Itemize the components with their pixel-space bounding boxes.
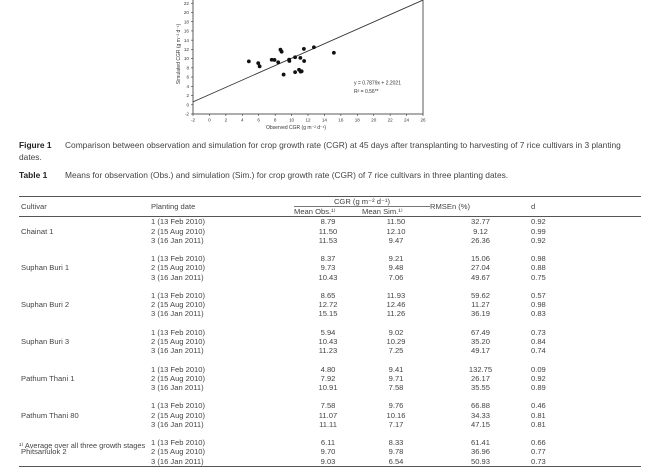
cell-d: 0.92 — [531, 373, 546, 383]
table-header-row-1 — [19, 197, 641, 207]
group-spacer — [19, 245, 641, 254]
y-tick-label: 18 — [183, 19, 189, 25]
x-tick-label: 6 — [257, 117, 260, 123]
cell-d: 0.73 — [531, 327, 546, 337]
cell-planting-date: 3 (16 Jan 2011) — [151, 235, 204, 245]
x-tick-label: 20 — [371, 117, 377, 123]
cell-rmsen: 61.41 — [470, 438, 490, 448]
cell-planting-date: 2 (15 Aug 2010) — [151, 263, 206, 273]
cell-planting-date: 2 (15 Aug 2010) — [151, 373, 206, 383]
data-point — [302, 59, 306, 63]
cell-d: 0.81 — [531, 419, 546, 429]
cell-planting-date: 3 (16 Jan 2011) — [151, 272, 204, 282]
cell-mean-sim: 12.10 — [386, 226, 406, 236]
cell-rmsen: 35.20 — [470, 337, 490, 346]
x-tick-label: 2 — [224, 117, 228, 123]
table-footnote: ¹⁾ Average over all three growth stages — [19, 441, 146, 450]
group-spacer — [19, 392, 641, 401]
data-point — [287, 58, 291, 62]
cell-d: 0.57 — [531, 291, 546, 300]
x-tick-label: 10 — [289, 117, 295, 123]
figure-caption-text: Comparison between observation and simulation for crop growth rate (CGR) at 45 days after transplanting to harvesting of 7 rice cultivars in 3 planting dates. — [19, 140, 621, 162]
cell-mean-obs: 11.07 — [318, 410, 338, 420]
cell-planting-date: 2 (15 Aug 2010) — [151, 337, 206, 346]
y-tick-label: 4 — [186, 83, 189, 89]
cell-rmsen: 26.36 — [470, 235, 490, 245]
cell-cultivar — [19, 254, 151, 263]
cell-d: 0.92 — [531, 217, 546, 227]
table-row — [19, 383, 641, 392]
header-planting-date: Planting date — [151, 197, 294, 217]
header-rmsen: RMSEn (%) — [430, 197, 531, 217]
cell-cultivar — [19, 291, 151, 300]
cell-planting-date: 1 (13 Feb 2010) — [151, 327, 206, 337]
y-tick-label: 16 — [183, 28, 189, 34]
cell-mean-obs: 7.92 — [320, 373, 336, 383]
cell-d: 0.98 — [531, 300, 546, 310]
cell-rmsen: 49.17 — [470, 346, 490, 356]
x-tick-label: 22 — [387, 117, 393, 123]
cell-cultivar — [19, 401, 151, 410]
cell-rmsen: 15.06 — [470, 254, 490, 264]
header-cgr: CGR (g m⁻² d⁻¹) — [294, 197, 430, 207]
cell-planting-date: 1 (13 Feb 2010) — [151, 364, 206, 374]
cell-mean-sim: 9.47 — [388, 235, 404, 245]
cell-rmsen: 26.17 — [470, 373, 490, 383]
data-point — [258, 64, 262, 68]
x-tick-label: 18 — [354, 117, 360, 123]
cell-mean-obs: 8.37 — [320, 254, 336, 264]
cell-d: 0.46 — [531, 401, 546, 411]
cell-rmsen: 49.67 — [470, 272, 490, 282]
data-point — [312, 45, 316, 49]
table-label: Table 1 — [19, 170, 48, 180]
table-row — [19, 236, 641, 245]
cell-planting-date: 3 (16 Jan 2011) — [151, 346, 204, 356]
cell-cultivar — [19, 328, 151, 337]
table-row — [19, 346, 641, 355]
cell-mean-sim: 11.50 — [386, 217, 406, 227]
y-axis-label: Simulated CGR (g m⁻² d⁻¹) — [176, 23, 182, 85]
cell-planting-date: 2 (15 Aug 2010) — [151, 410, 206, 420]
data-point — [332, 51, 336, 55]
cell-cultivar: Suphan Buri 1 — [21, 263, 70, 273]
table-body — [19, 217, 641, 466]
cell-mean-sim: 9.41 — [388, 364, 404, 374]
table-row — [19, 263, 641, 272]
group-spacer — [19, 429, 641, 438]
cell-mean-obs: 6.11 — [320, 438, 336, 448]
cell-rmsen: 9.12 — [473, 226, 488, 236]
cell-d: 0.98 — [531, 254, 546, 264]
cell-mean-obs: 4.80 — [320, 364, 336, 374]
cell-rmsen: 35.55 — [470, 383, 490, 392]
data-point — [302, 47, 306, 51]
table-row — [19, 420, 641, 429]
cell-cultivar — [19, 346, 151, 355]
cell-mean-sim: 9.02 — [388, 327, 404, 337]
table-row — [19, 217, 641, 227]
y-tick-label: 10 — [183, 56, 189, 62]
data-point — [299, 70, 303, 74]
cell-planting-date: 1 (13 Feb 2010) — [151, 291, 206, 300]
cell-d: 0.81 — [531, 410, 546, 420]
y-tick-label: 6 — [186, 74, 189, 80]
header-mean-sim: Mean Sim.¹⁾ — [362, 207, 430, 217]
cell-mean-sim: 6.54 — [362, 457, 430, 467]
cell-d: 0.75 — [531, 272, 546, 282]
figure-label: Figure 1 — [19, 140, 52, 150]
x-tick-label: 26 — [420, 117, 426, 123]
cell-cultivar — [19, 457, 151, 467]
cell-rmsen: 36.19 — [470, 309, 490, 319]
data-point — [270, 58, 274, 62]
cell-planting-date: 3 (16 Jan 2011) — [151, 309, 204, 319]
cell-cultivar: Pathum Thani 1 — [21, 373, 75, 383]
data-point — [293, 55, 297, 59]
cell-mean-obs: 7.58 — [320, 401, 336, 411]
group-spacer — [19, 282, 641, 291]
cell-rmsen: 67.49 — [470, 327, 490, 337]
table-row — [19, 291, 641, 300]
cell-mean-obs: 8.79 — [320, 217, 336, 227]
cell-planting-date: 3 (16 Jan 2011) — [151, 457, 294, 467]
regression-equation: y = 0.7879x + 2.2021 — [354, 80, 401, 87]
cell-d: 0.77 — [531, 447, 546, 457]
y-tick-label: 2 — [186, 93, 189, 99]
table-row — [19, 254, 641, 263]
table-row — [19, 273, 641, 282]
y-tick-label: 12 — [183, 46, 189, 52]
cell-cultivar: Suphan Buri 2 — [21, 300, 70, 310]
cell-mean-sim: 9.48 — [388, 263, 404, 273]
x-tick-label: 0 — [208, 117, 211, 123]
y-tick-label: -2 — [184, 111, 189, 117]
header-d: d — [531, 197, 641, 217]
data-point — [276, 60, 280, 64]
cell-planting-date: 1 (13 Feb 2010) — [151, 401, 206, 411]
cell-mean-obs: 9.73 — [320, 263, 336, 273]
x-axis-ticks — [191, 114, 426, 123]
cell-mean-sim: 7.25 — [388, 346, 404, 356]
table-row — [19, 300, 641, 309]
results-table — [19, 196, 641, 467]
cell-d: 0.92 — [531, 235, 546, 245]
cell-mean-sim: 12.46 — [386, 300, 406, 310]
cell-cultivar — [19, 217, 151, 227]
table-row — [19, 374, 641, 383]
y-tick-label: 8 — [186, 65, 189, 71]
x-tick-label: -2 — [190, 117, 196, 123]
data-point — [293, 70, 297, 74]
header-cultivar: Cultivar — [19, 197, 151, 217]
cell-mean-obs: 11.50 — [318, 226, 338, 236]
table-row — [19, 227, 641, 236]
cell-mean-sim: 9.76 — [388, 401, 404, 411]
data-point — [298, 56, 302, 60]
cell-cultivar: Suphan Buri 3 — [21, 337, 70, 346]
cell-mean-obs: 10.91 — [318, 383, 338, 392]
table-row — [19, 457, 641, 467]
cell-rmsen: 27.04 — [470, 263, 490, 273]
cell-mean-sim: 9.78 — [388, 447, 404, 457]
cell-mean-sim: 10.29 — [386, 337, 406, 346]
cell-cultivar — [19, 273, 151, 282]
regression-line — [193, 0, 423, 102]
r-squared: R² = 0.56** — [354, 88, 379, 95]
cell-d: 0.83 — [531, 309, 546, 319]
cell-mean-sim: 11.93 — [386, 291, 406, 300]
x-axis-label: Observed CGR (g m⁻² d⁻¹) — [265, 125, 327, 131]
cell-d: 0.99 — [531, 226, 546, 236]
x-tick-label: 4 — [241, 117, 244, 123]
cell-planting-date: 2 (15 Aug 2010) — [151, 447, 206, 457]
table-row — [19, 309, 641, 318]
cell-d: 0.74 — [531, 346, 546, 356]
cell-mean-obs: 11.53 — [318, 235, 338, 245]
table-row — [19, 365, 641, 374]
cell-cultivar — [19, 383, 151, 392]
cell-d: 0.88 — [531, 263, 546, 273]
cell-mean-obs: 10.43 — [318, 337, 338, 346]
cell-mean-obs: 8.65 — [320, 291, 336, 300]
y-tick-label: 22 — [183, 0, 189, 6]
scatter-chart — [0, 0, 650, 134]
cell-planting-date: 2 (15 Aug 2010) — [151, 300, 206, 310]
cell-mean-sim: 7.06 — [388, 272, 404, 282]
cell-planting-date: 1 (13 Feb 2010) — [151, 254, 206, 264]
cell-mean-sim: 7.17 — [388, 419, 404, 429]
data-point — [282, 73, 286, 77]
cell-d: 0.09 — [531, 364, 546, 374]
cell-mean-sim: 8.33 — [388, 438, 404, 448]
cell-d: 0.89 — [531, 383, 546, 392]
cell-mean-obs: 12.72 — [318, 300, 338, 310]
cell-rmsen: 34.33 — [470, 410, 490, 420]
table-caption — [19, 170, 629, 182]
x-tick-label: 24 — [404, 117, 410, 123]
cell-d: 0.84 — [531, 337, 546, 346]
group-spacer — [19, 319, 641, 328]
data-point — [247, 59, 251, 63]
cell-rmsen: 66.88 — [470, 401, 490, 411]
plot-frame — [193, 0, 423, 114]
cell-mean-obs: 10.43 — [318, 272, 338, 282]
cell-mean-obs: 11.11 — [319, 419, 337, 429]
cell-cultivar: Chainat 1 — [21, 226, 54, 236]
cell-mean-obs: 15.15 — [318, 309, 338, 319]
cell-rmsen: 47.15 — [470, 419, 490, 429]
table-row — [19, 328, 641, 337]
cell-mean-obs: 9.70 — [320, 447, 336, 457]
group-spacer — [19, 355, 641, 364]
cell-cultivar: Pathum Thani 80 — [21, 410, 79, 420]
cell-rmsen: 50.93 — [430, 457, 531, 467]
figure-caption — [19, 140, 629, 163]
cell-rmsen: 32.77 — [470, 217, 490, 227]
cell-rmsen: 132.75 — [468, 364, 493, 374]
cell-mean-obs: 5.94 — [320, 327, 336, 337]
y-tick-label: 14 — [183, 37, 189, 43]
cell-mean-obs: 11.23 — [318, 346, 338, 356]
table-caption-text: Means for observation (Obs.) and simulation (Sim.) for crop growth rate (CGR) of 7 rice cultivars in three planting dates. — [65, 170, 509, 180]
x-tick-label: 8 — [273, 117, 277, 123]
cell-cultivar — [19, 236, 151, 245]
cell-mean-obs: 9.03 — [294, 457, 362, 467]
cell-mean-sim: 9.71 — [388, 373, 404, 383]
cell-mean-sim: 10.16 — [386, 410, 406, 420]
cell-rmsen: 36.96 — [470, 447, 490, 457]
cell-d: 0.66 — [531, 438, 546, 448]
cell-cultivar — [19, 420, 151, 429]
cell-cultivar: Phitsanulok 2 — [21, 447, 67, 457]
y-tick-label: 0 — [186, 102, 189, 108]
table-row — [19, 337, 641, 346]
x-tick-label: 16 — [338, 117, 344, 123]
cell-planting-date: 3 (16 Jan 2011) — [151, 383, 204, 392]
cell-planting-date: 1 (13 Feb 2010) — [151, 217, 206, 227]
y-tick-label: 20 — [183, 10, 189, 16]
cell-cultivar — [19, 309, 151, 318]
cell-cultivar — [19, 365, 151, 374]
cell-rmsen: 11.27 — [471, 300, 490, 310]
cell-planting-date: 3 (16 Jan 2011) — [151, 419, 204, 429]
cell-mean-sim: 11.26 — [386, 309, 406, 319]
cell-mean-sim: 9.21 — [388, 254, 404, 264]
cell-planting-date: 1 (13 Feb 2010) — [151, 438, 206, 448]
x-tick-label: 14 — [321, 117, 327, 123]
cell-d: 0.73 — [531, 457, 641, 467]
cell-rmsen: 59.62 — [470, 291, 490, 300]
header-mean-obs: Mean Obs.¹⁾ — [294, 207, 362, 217]
table-row — [19, 401, 641, 410]
table-row — [19, 411, 641, 420]
cell-planting-date: 2 (15 Aug 2010) — [151, 226, 206, 236]
cell-mean-sim: 7.58 — [388, 383, 404, 392]
x-tick-label: 12 — [305, 117, 311, 123]
y-axis-ticks — [184, 1, 193, 117]
data-point — [279, 48, 283, 52]
